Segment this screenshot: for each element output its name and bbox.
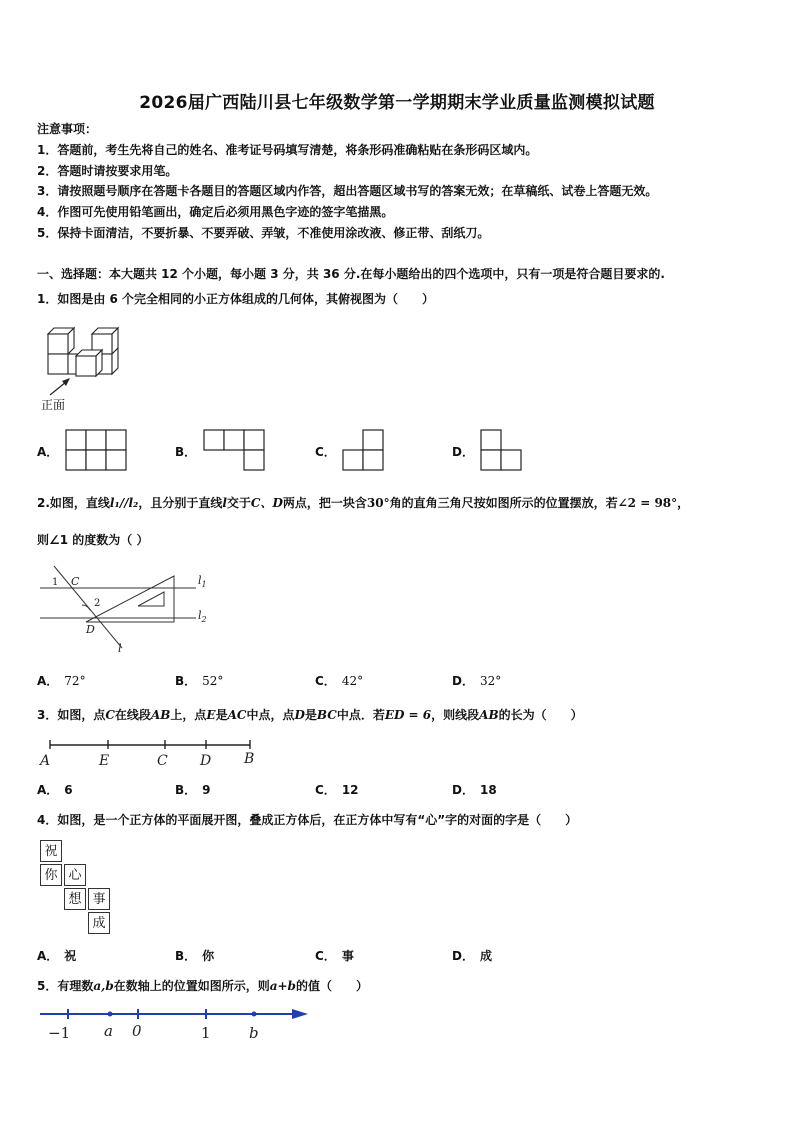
q4-option-c[interactable]: C． 事 <box>315 949 354 963</box>
q4-net-cell: 心 <box>64 864 86 886</box>
q2-line-l2-label: $l_2$ <box>198 609 207 624</box>
q4-option-d[interactable]: D． 成 <box>452 949 492 963</box>
q3-label-a: A <box>40 753 51 769</box>
notice-item-4: 4．作图可先使用铅笔画出，确定后必须用黑色字迹的签字笔描黑。 <box>37 205 394 219</box>
q2-option-b[interactable]: B． 52° <box>175 674 224 688</box>
q2-point-d-label: D <box>86 623 95 636</box>
q2-point-c-label: C <box>71 575 80 588</box>
q2-option-d[interactable]: D． 32° <box>452 674 502 688</box>
q2-stem-line2: 则∠1 的度数为（ ） <box>37 533 149 547</box>
q2-option-a[interactable]: A． 72° <box>37 674 86 688</box>
notice-item-1: 1．答题前，考生先将自己的姓名、准考证号码填写清楚，将条形码准确粘贴在条形码区域内。 <box>37 143 538 157</box>
q4-stem: 4．如图，是一个正方体的平面展开图，叠成正方体后，在正方体中写有“心”字的对面的字是（ ） <box>37 813 578 827</box>
q5-label-one: 1 <box>201 1024 211 1042</box>
q2-line-l-label: l <box>118 642 122 654</box>
q1-option-d-key[interactable]: D． <box>452 445 474 459</box>
q3-stem: 3．如图，点C在线段AB上，点E是AC中点，点D是BC中点．若ED = 6，则线段AB的长为（ ） <box>37 708 583 722</box>
q5-stem: 5．有理数a,b在数轴上的位置如图所示，则a+b的值（ ） <box>37 979 368 993</box>
notice-heading: 注意事项： <box>37 122 98 136</box>
q3-label-b: B <box>244 751 255 767</box>
q4-net-cell: 成 <box>88 912 110 934</box>
q5-label-minus-one: −1 <box>48 1024 71 1042</box>
q5-label-b: b <box>249 1024 259 1042</box>
q5-number-line <box>38 1004 313 1044</box>
q3-label-c: C <box>157 753 168 769</box>
q2-figure <box>38 562 218 654</box>
number-line-arrow-icon <box>292 1009 308 1019</box>
q3-label-e: E <box>99 753 110 769</box>
q1-front-label: 正面 <box>41 398 66 412</box>
q2-angle-1-label: 1 <box>52 577 59 588</box>
q5-label-zero: 0 <box>132 1022 142 1040</box>
q4-net-cell: 祝 <box>40 840 62 862</box>
q4-option-b[interactable]: B． 你 <box>175 949 215 963</box>
q1-stem: 1．如图是由 6 个完全相同的小正方体组成的几何体，其俯视图为（ ） <box>37 292 435 306</box>
notice-item-2: 2．答题时请按要求用笔。 <box>37 164 178 178</box>
q2-angle-2-label: 2 <box>94 598 101 609</box>
q3-option-a[interactable]: A． 6 <box>37 783 73 797</box>
q5-label-a: a <box>104 1022 113 1040</box>
q2-option-c[interactable]: C． 42° <box>315 674 364 688</box>
q1-option-b-figure <box>203 429 267 473</box>
q3-segment-figure <box>38 735 268 771</box>
q3-option-d[interactable]: D． 18 <box>452 783 497 797</box>
q3-label-d: D <box>200 753 212 769</box>
q1-option-a-figure <box>65 429 129 473</box>
q2-stem: 2.如图，直线l₁//l₂，且分别于直线l交于C、D两点，把一块含30°角的直角三角尺按如图所示的位置摆放，若∠2 = 98°， <box>37 496 690 510</box>
q1-option-a-key[interactable]: A． <box>37 445 59 459</box>
q1-option-d-figure <box>480 429 544 473</box>
q4-net-cell: 事 <box>88 888 110 910</box>
q4-net-cell: 你 <box>40 864 62 886</box>
q2-line-l1-label: $l_1$ <box>198 574 207 589</box>
q3-option-b[interactable]: B． 9 <box>175 783 211 797</box>
section-heading: 一、选择题：本大题共 12 个小题，每小题 3 分，共 36 分.在每小题给出的四个选项中，只有一项是符合题目要求的. <box>37 267 665 281</box>
q3-option-c[interactable]: C． 12 <box>315 783 359 797</box>
q4-net-cell: 想 <box>64 888 86 910</box>
q1-option-b-key[interactable]: B． <box>175 445 197 459</box>
q1-option-c-key[interactable]: C． <box>315 445 336 459</box>
notice-item-3: 3．请按照题号顺序在答题卡各题目的答题区域内作答，超出答题区域书写的答案无效；在草稿纸、试卷上答题无效。 <box>37 184 658 198</box>
q4-option-a[interactable]: A． 祝 <box>37 949 77 963</box>
q4-net-figure <box>38 838 114 936</box>
notice-item-5: 5．保持卡面清洁，不要折暴、不要弄破、弄皱，不准使用涂改液、修正带、刮纸刀。 <box>37 226 490 240</box>
page-title: 2026届广西陆川县七年级数学第一学期期末学业质量监测模拟试题 <box>139 93 655 113</box>
q1-option-c-figure <box>342 429 406 473</box>
